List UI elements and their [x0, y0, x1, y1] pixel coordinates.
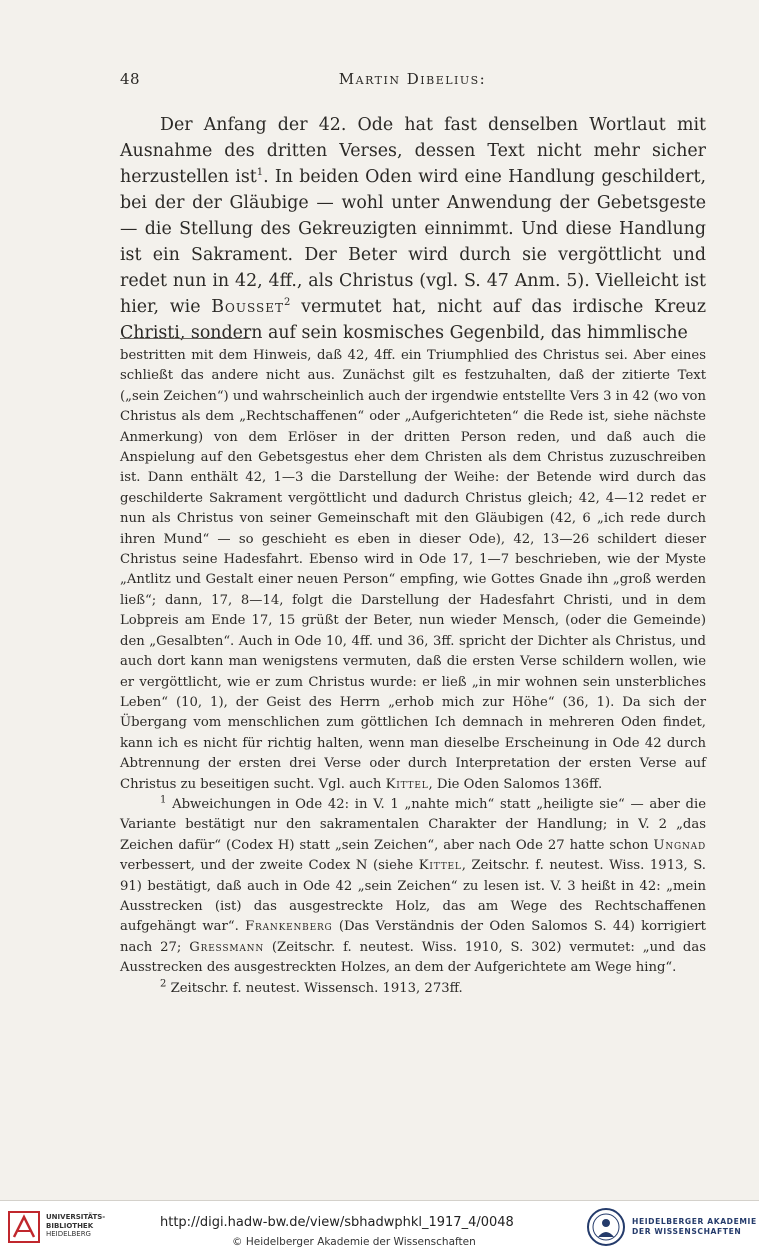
footnote-ref-1[interactable]: 1: [256, 167, 264, 179]
permalink-url[interactable]: http://digi.hadw-bw.de/view/sbhadwphkl_1917_4/0048: [160, 1215, 514, 1230]
footnote-continuation: bestritten mit dem Hinweis, daß 42, 4ff. ein Triumphlied des Christus sei. Aber eines schließt das andere nicht aus. Zunächst gilt es festzuhalten, daß der zitierte Text („sein Zeichen“) und wahrscheinlich auch der irgendwie entstellte Vers 3 in 42 (wo von Christus als dem „Rechtschaffenen“ oder „Aufgerichteten“ die Rede ist, siehe nächste Anmerkung) von dem Erlöser in der dritten Person reden, und daß auch die Anspielung auf den Gebetsgestus eher dem Christen als dem Christus zuzuschreiben ist. Dann enthält 42, 1—3 die Darstellung der Weihe: der Betende wird durch das geschilderte Sakrament vergöttlicht und dadurch Christus gleich; 42, 4—12 redet er nun als Christus von seiner Gemeinschaft mit den Gläubigen (42, 6 „ich rede durch ihren Mund“ — so geschieht es eben in dieser Ode), 42, 13—26 schildert dieser Christus seine Hadesfahrt. Ebenso wird in Ode 17, 1—7 beschrieben, wie der Myste „Antlitz und Gestalt einer neuen Person“ empfing, wie Gottes Gnade ihn „groß werden ließ“; dann, 17, 8—14, folgt die Darstellung der Hadesfahrt Christi, und in dem Lobpreis am Ende 17, 15 grüßt der Beter, nun wieder Mensch, (oder die Gemeinde) den „Gesalbten“. Auch in Ode 10, 4ff. und 36, 3ff. spricht der Dichter als Christus, und auch dort kann man wenigstens vermuten, daß die ersten Verse schildern wollen, wie er vergöttlicht, wie er zum Christus wurde: er ließ „in mir wohnen sein unsterbliches Leben“ (10, 1), der Geist des Herrn „erhob mich zur Höhe“ (36, 1). Da sich der Übergang vom menschlichen zum göttlichen Ich demnach in mehreren Oden findet, kann ich es nicht für richtig halten, wenn man dieselbe Erscheinung in Ode 42 durch Abtrennung der ersten drei Verse oder durch Interpretation der ersten Verse auf Christus zu beseitigen sucht. Vgl. auch Kittel, Die Oden Salomos 136ff.: [120, 348, 706, 792]
paragraph: Der Anfang der 42. Ode hat fast denselben Wortlaut mit Ausnahme des dritten Verses, dessen Text nicht mehr sicher herzustellen ist$^1$. In beiden Oden wird eine Handlung geschildert, bei der der Gläubige — wohl unter Anwendung der Gebetsgeste — die Stellung des Gekreuzigten einnimmt. Und diese Handlung ist ein Sakrament. Der Beter wird durch sie vergöttlicht und redet nun in 42, 4ff., als Christus (vgl. S. 47 Anm. 5). Vielleicht ist hier, wie Bousset$^2$ vermutet hat, nicht auf das irdische Kreuz Christi, sondern auf sein kosmisches Gegenbild, das himmlische: [120, 115, 707, 343]
footer-bar: [0, 1200, 759, 1256]
university-library-logo-icon[interactable]: [6, 1209, 42, 1245]
copyright: © Heidelberger Akademie der Wissenschaften: [232, 1236, 476, 1248]
footnote-2: $^2$ Zeitschr. f. neutest. Wissensch. 1913, 273ff.: [160, 978, 463, 996]
university-library-name: UNIVERSITÄTS- BIBLIOTHEK HEIDELBERG: [46, 1213, 106, 1238]
footnotes: [120, 346, 706, 999]
academy-seal-icon[interactable]: [586, 1207, 626, 1247]
author-name: Bousset: [211, 297, 284, 317]
page-number: 48: [120, 70, 141, 88]
footnote-rule: [120, 338, 250, 339]
footnote-1: $^1$ Abweichungen in Ode 42: in V. 1 „nahte mich“ statt „heiligte sie“ — aber die Variante bestätigt nur den sakramentalen Charakter der Handlung; in V. 2 „das Zeichen dafür“ (Codex H) statt „sein Zeichen“, aber nach Ode 27 hatte schon Ungnad verbessert, und der zweite Codex N (siehe Kittel, Zeitschr. f. neutest. Wiss. 1913, S. 91) bestätigt, daß auch in Ode 42 „sein Zeichen“ zu lesen ist. V. 3 heißt in 42: „mein Ausstrecken (ist) das ausgestreckte Holz, das am Wege des Rechtschaffenen aufgehängt war“. Frankenberg (Das Verständnis der Oden Salomos S. 44) korrigiert nach 27; Gressmann (Zeitschr. f. neutest. Wiss. 1910, S. 302) vermutet: „und das Ausstrecken des ausgestreckten Holzes, an dem der Aufgerichtete am Wege hing“.: [120, 794, 706, 976]
running-head: [120, 70, 705, 92]
academy-name: HEIDELBERGER AKADEMIE DER WISSENSCHAFTEN: [632, 1217, 757, 1236]
footnote-ref-2[interactable]: 2: [284, 297, 291, 309]
running-title: Martin Dibelius:: [338, 70, 487, 88]
main-text: [120, 112, 706, 346]
